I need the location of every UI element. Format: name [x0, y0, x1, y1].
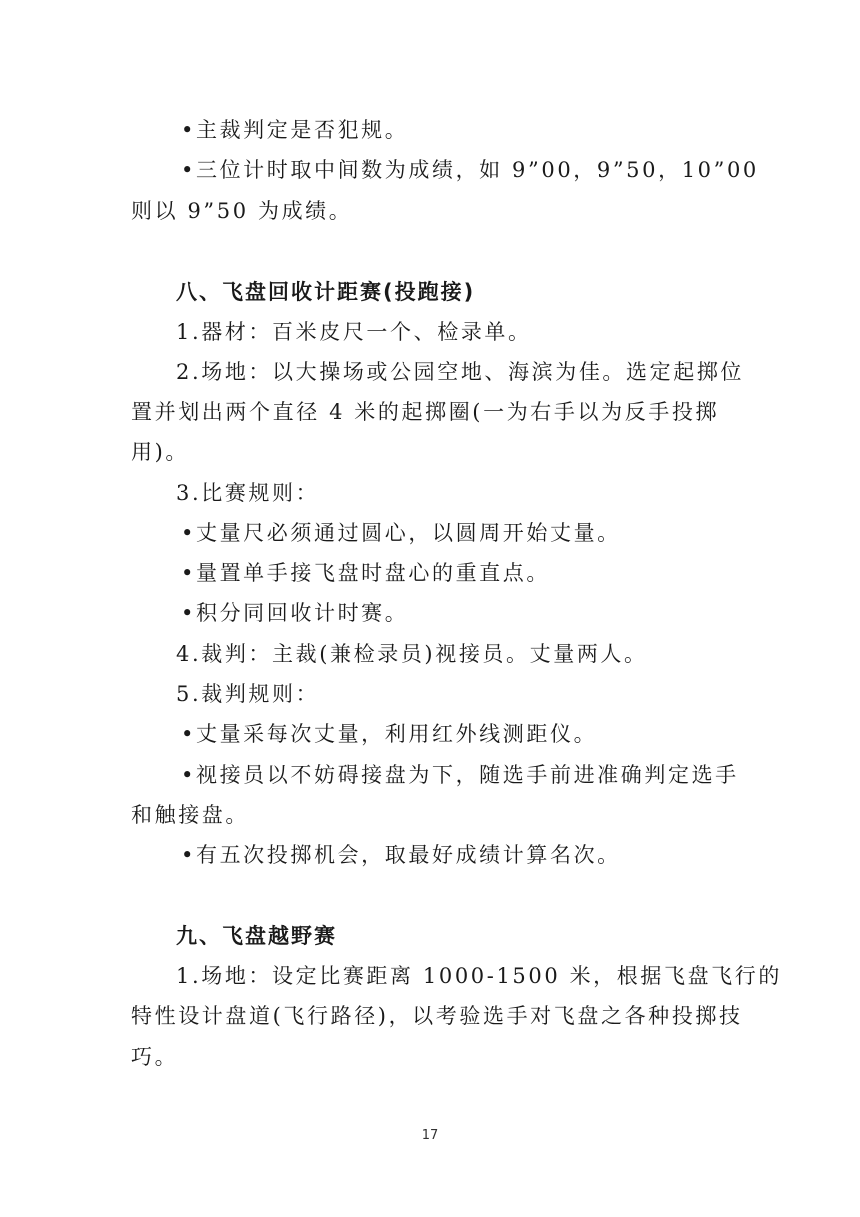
paragraph-course-venue: 1.场地：设定比赛距离 1000-1500 米，根据飞盘飞行的 [176, 964, 782, 988]
paragraph-referee-rules-title: 5.裁判规则： [176, 682, 320, 706]
paragraph-venue-continued-1: 置并划出两个直径 4 米的起掷圈(一为右手以为反手投掷 [131, 400, 720, 424]
paragraph-bullet-five-throws: •有五次投掷机会，取最好成绩计算名次。 [181, 843, 621, 867]
paragraph-bullet-judge-foul: •主裁判定是否犯规。 [181, 118, 409, 142]
paragraph-bullet-observer-continued: 和触接盘。 [131, 803, 249, 827]
paragraph-bullet-scoring: •积分同回收计时赛。 [181, 601, 409, 625]
paragraph-referees: 4.裁判：主裁(兼检录员)视接员。丈量两人。 [176, 642, 648, 666]
section-heading-eight: 八、飞盘回收计距赛(投跑接) [176, 280, 476, 304]
paragraph-equipment: 1.器材：百米皮尺一个、检录单。 [176, 320, 532, 344]
paragraph-bullet-infrared: •丈量采每次丈量，利用红外线测距仪。 [181, 722, 598, 746]
paragraph-bullet-observer: •视接员以不妨碍接盘为下，随选手前进准确判定选手 [181, 763, 739, 787]
paragraph-bullet-timing: •三位计时取中间数为成绩，如 9”00，9”50，10”00 [181, 158, 759, 182]
page-number: 17 [421, 1128, 439, 1143]
section-heading-nine: 九、飞盘越野赛 [176, 924, 337, 948]
paragraph-course-venue-continued-2: 巧。 [131, 1045, 179, 1069]
paragraph-bullet-catch-point: •量置单手接飞盘时盘心的重直点。 [181, 561, 550, 585]
paragraph-course-venue-continued-1: 特性设计盘道(飞行路径)，以考验选手对飞盘之各种投掷技 [131, 1004, 743, 1028]
paragraph-venue: 2.场地：以大操场或公园空地、海滨为佳。选定起掷位 [176, 360, 745, 384]
paragraph-bullet-measure-center: •丈量尺必须通过圆心，以圆周开始丈量。 [181, 521, 621, 545]
paragraph-venue-continued-2: 用)。 [131, 440, 189, 464]
paragraph-rules-title: 3.比赛规则： [176, 481, 320, 505]
paragraph-bullet-timing-continued: 则以 9”50 为成绩。 [131, 199, 353, 223]
